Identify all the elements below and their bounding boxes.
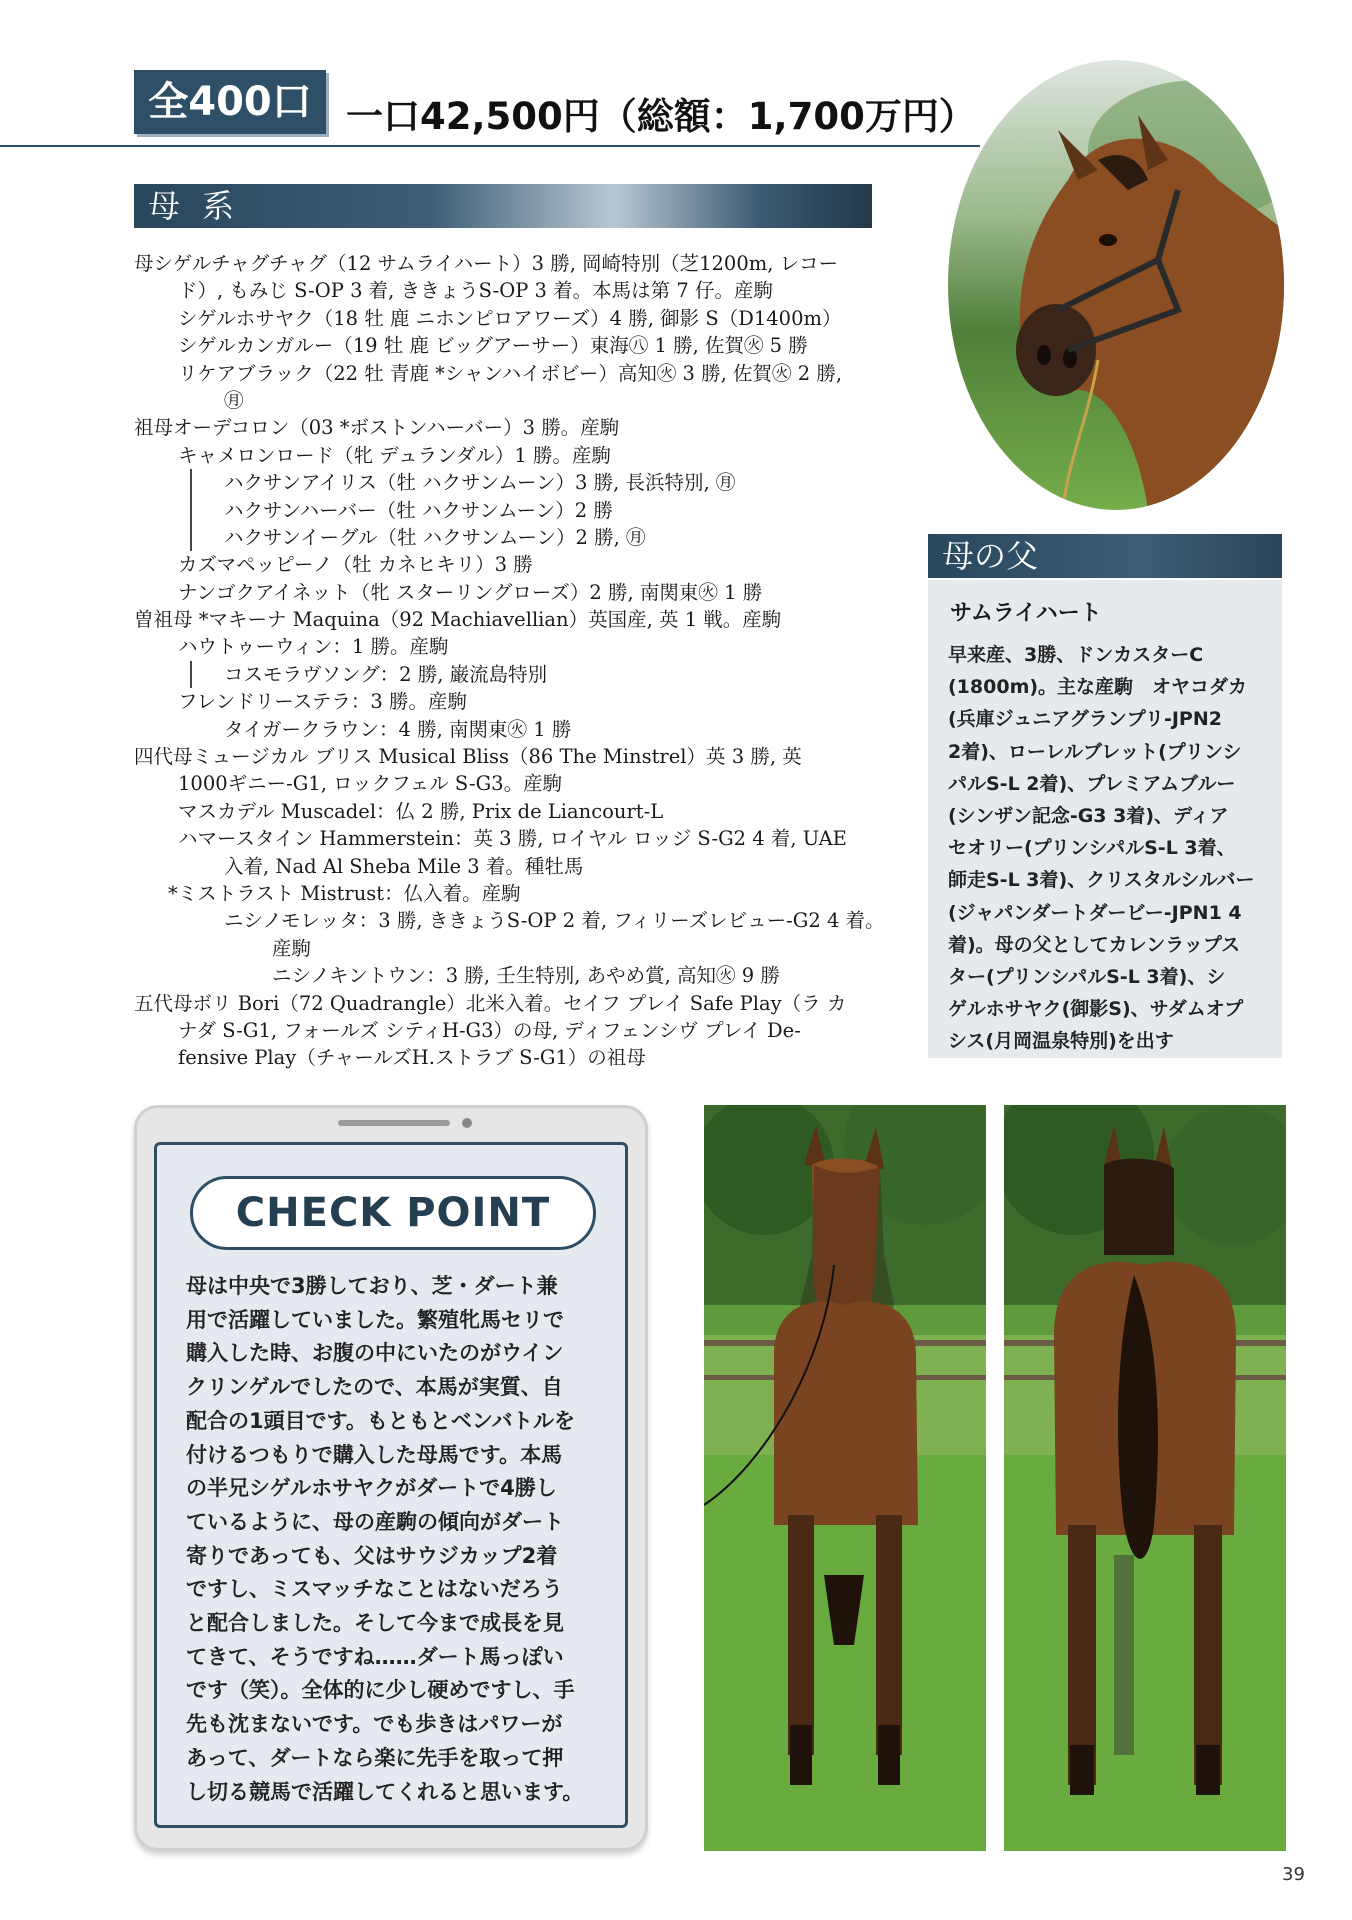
dam-sire-description — [948, 639, 1264, 1058]
pedigree-line: 母シゲルチャグチャグ（12 サムライハート）3 勝, 岡崎特別（芝1200m, レコー — [134, 252, 839, 275]
pedigree-line: リケアブラック（22 牡 青鹿 *シャンハイボビー）高知㊋ 3 勝, 佐賀㊋ 2 勝, — [178, 361, 843, 385]
pedigree-line: ハクサンアイリス（牡 ハクサンムーン）3 勝, 長浜特別, ㊊ — [190, 469, 874, 496]
check-point-line: 寄りであっても、父はサウジカップ2着 — [186, 1543, 558, 1568]
horse-rear-photo — [1004, 1105, 1286, 1851]
dam-sire-line: (シンザン記念-G3 3着)、ディア — [948, 805, 1229, 828]
check-point-line: し切る競馬で活躍してくれると思います。 — [186, 1779, 584, 1804]
pedigree-line: コスモラヴソング：2 勝, 巌流島特別 — [190, 661, 874, 688]
dam-sire-line: 師走S-L 3着)、クリスタルシルバー — [948, 869, 1255, 892]
check-point-line: クリンゲルでしたので、本馬が実質、自 — [186, 1375, 563, 1400]
pedigree-line: ニシノモレッタ：3 勝, ききょうS-OP 2 着, フィリーズレビュー-G2 4 着。 — [224, 909, 885, 933]
dam-sire-line: セオリー(プリンシパルS-L 3着、 — [948, 837, 1236, 860]
pedigree-line: 1000ギニー-G1, ロックフェル S-G3。産駒 — [178, 772, 563, 796]
dam-sire-line: (1800m)。主な産駒 オヤコダカ — [948, 676, 1248, 699]
check-point-line: の半兄シゲルホサヤクがダートで4勝し — [186, 1476, 557, 1501]
dam-sire-line: (兵庫ジュニアグランプリ-JPN2 — [948, 708, 1222, 731]
pedigree-line: ナダ S-G1, フォールズ シティH-G3）の母, ディフェンシヴ プレイ De- — [178, 1018, 801, 1042]
dam-sire-line: 早来産、3勝、ドンカスターC — [948, 644, 1204, 666]
pedigree-line: 五代母ボリ Bori（72 Quadrangle）北米入着。セイフ プレイ Safe Play（ラ カ — [134, 991, 847, 1015]
check-point-line: 用で活躍していました。繁殖牝馬セリで — [186, 1307, 564, 1332]
check-point-title-pill — [190, 1176, 596, 1250]
mother-line-header: 母系 — [134, 184, 872, 228]
page-number: 39 — [1282, 1864, 1305, 1885]
check-point-line: と配合しました。そして今まで成長を見 — [186, 1611, 564, 1636]
horse-rear-illustration — [1004, 1105, 1286, 1851]
dam-sire-panel — [928, 580, 1282, 1058]
check-point-line: 付けるつもりで購入した母馬です。本馬 — [186, 1442, 563, 1467]
check-point-line: 母は中央で3勝しており、芝・ダート兼 — [186, 1274, 558, 1298]
header-rule — [0, 145, 980, 147]
check-point-line: あって、ダートなら楽に先手を取って押 — [186, 1745, 564, 1770]
dam-sire-line: 着)。母の父としてカレンラップス — [948, 933, 1241, 956]
pedigree-line: マスカデル Muscadel：仏 2 勝, Prix de Liancourt-L — [178, 799, 664, 823]
pedigree-line: ハウトゥーウィン：1 勝。産駒 — [178, 635, 449, 659]
check-point-line: ているように、母の産駒の傾向がダート — [186, 1509, 564, 1534]
check-point-title: CHECK POINT — [235, 1190, 551, 1236]
dam-sire-name: サムライハート — [950, 601, 1102, 626]
pedigree-line: 祖母オーデコロン（03 *ボストンハーバー）3 勝。産駒 — [134, 416, 620, 440]
check-point-body — [186, 1270, 602, 1809]
pedigree-line: 産駒 — [272, 936, 312, 960]
tablet-camera — [462, 1118, 472, 1128]
pedigree-line: 入着, Nad Al Sheba Mile 3 着。種牡馬 — [224, 854, 584, 878]
pedigree-line: fensive Play（チャールズH.ストラブ S-G1）の祖母 — [178, 1046, 646, 1070]
pedigree-line: *ミストラスト Mistrust：仏入着。産駒 — [168, 881, 521, 905]
check-point-line: てきて、そうですね……ダート馬っぽい — [186, 1644, 564, 1669]
pedigree-line: シゲルホサヤク（18 牡 鹿 ニホンピロアワーズ）4 勝, 御影 S（D1400m） — [178, 306, 842, 330]
pedigree-line: ナンゴクアイネット（牝 スターリングローズ）2 勝, 南関東㊋ 1 勝 — [178, 580, 763, 604]
pedigree-line: ハクサンイーグル（牡 ハクサンムーン）2 勝, ㊊ — [190, 524, 874, 551]
dam-sire-line: (ジャパンダートダービー-JPN1 4 — [948, 901, 1242, 924]
check-point-line: 配合の1頭目です。もともとベンバトルを — [186, 1408, 576, 1433]
pedigree-line: カズマペッピーノ（牡 カネヒキリ）3 勝 — [178, 553, 533, 577]
dam-sire-line: ゲルホサヤク(御影S)、サダムオプ — [948, 998, 1244, 1021]
pedigree-line: ㊊ — [224, 388, 244, 412]
pedigree-line: 曽祖母 *マキーナ Maquina（92 Machiavellian）英国産, 英 1 戦。産駒 — [134, 608, 782, 632]
horse-front-illustration — [704, 1105, 986, 1851]
check-point-line: 購入した時、お腹の中にいたのがウイン — [186, 1341, 564, 1366]
pedigree-line: ニシノキントウン：3 勝, 壬生特別, あやめ賞, 高知㊋ 9 勝 — [272, 964, 780, 988]
price-text: 一口42,500円（総額：1,700万円） — [346, 95, 976, 138]
dam-sire-header: 母の父 — [928, 534, 1282, 578]
pedigree-line: 四代母ミュージカル ブリス Musical Bliss（86 The Minstrel）英 3 勝, 英 — [134, 745, 802, 769]
lot-count-badge: 全400口 — [134, 70, 326, 134]
dam-sire-line: 2着)、ローレルブレット(プリンシ — [948, 740, 1242, 763]
pedigree-line: キャメロンロード（牝 デュランダル）1 勝。産駒 — [178, 443, 611, 467]
horse-head-illustration — [948, 60, 1284, 510]
check-point-line: 先も沈まないです。でも歩きはパワーが — [186, 1712, 563, 1737]
pedigree-line: フレンドリーステラ：3 勝。産駒 — [178, 690, 467, 714]
dam-sire-line: パルS-L 2着)、プレミアムブルー — [948, 772, 1236, 795]
pedigree-line: タイガークラウン：4 勝, 南関東㊋ 1 勝 — [224, 717, 572, 741]
pedigree-line: シゲルカンガルー（19 牡 鹿 ビッグアーサー）東海㊇ 1 勝, 佐賀㊋ 5 勝 — [178, 334, 808, 358]
horse-head-photo — [948, 60, 1284, 510]
check-point-line: ですし、ミスマッチなことはないだろう — [186, 1577, 563, 1602]
pedigree-list — [134, 250, 885, 1072]
pedigree-line: ハクサンハーバー（牡 ハクサンムーン）2 勝 — [190, 497, 874, 524]
tablet-speaker — [338, 1120, 450, 1126]
check-point-line: です（笑）。全体的に少し硬めですし、手 — [186, 1678, 575, 1703]
horse-front-photo — [704, 1105, 986, 1851]
dam-sire-line: ター(プリンシパルS-L 3着)、シ — [948, 966, 1226, 989]
dam-sire-line: シス(月岡温泉特別)を出す — [948, 1030, 1174, 1053]
pedigree-line: ハマースタイン Hammerstein：英 3 勝, ロイヤル ロッジ S-G2 4 着, UAE — [178, 827, 847, 851]
pedigree-line: ド）, もみじ S-OP 3 着, ききょうS-OP 3 着。本馬は第 7 仔。産駒 — [178, 279, 773, 303]
